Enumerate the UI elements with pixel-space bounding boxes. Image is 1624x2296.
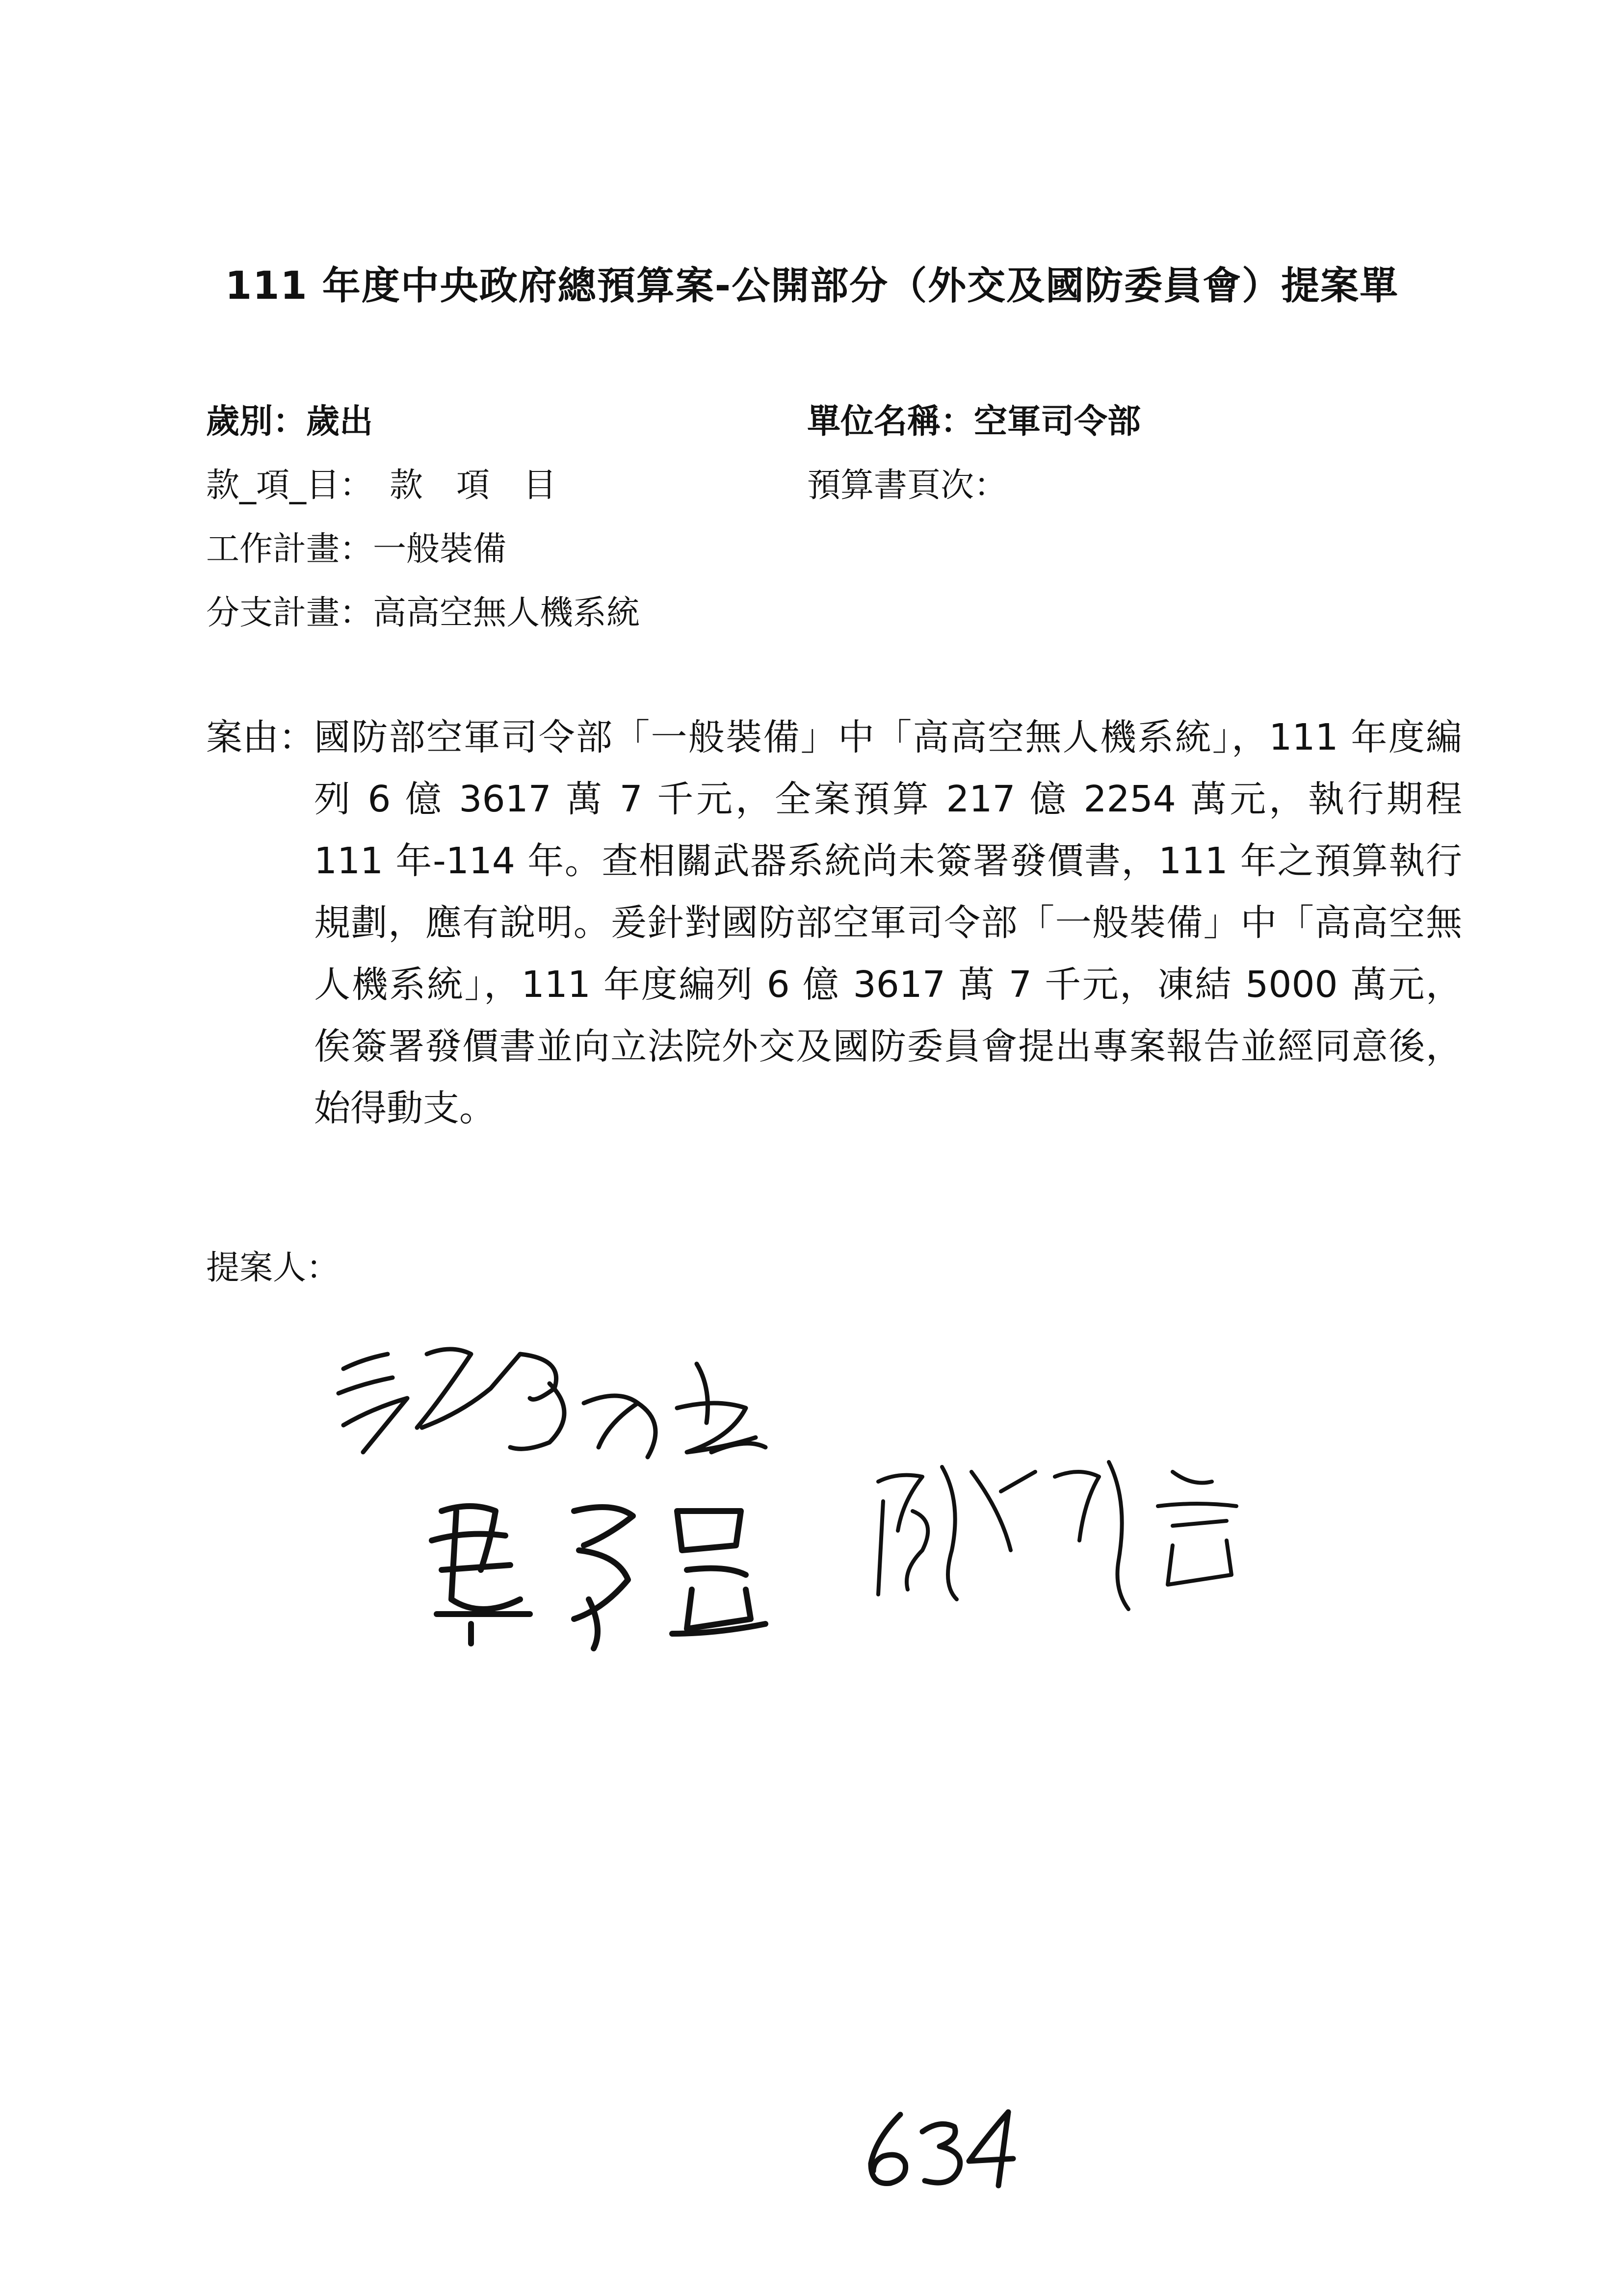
case-text-body: 國防部空軍司令部「一般裝備」中「高高空無人機系統」，111 年度編列 6 億 3617 萬 7 千元，全案預算 217 億 2254 萬元，執行期程 111 年-114 年。查相關武器系統尚未簽署發價書，111 年之預算執行規劃，應有說明。爰針對國防部空軍司令部「一般裝備」中「高高空無人機系統」，111 年度編列 6 億 3617 萬 7 千元，凍結 5000 萬元，俟簽署發價書並向立法院外交及國防委員會提出專案報告並經同意後，始得動支。 [314,716,1462,1129]
signature-2 [432,1506,765,1648]
item-field: 款_項_目： 款 項 目 [206,466,557,505]
case-section [206,706,1462,1139]
budget-type-field: 歲別：歲出 [206,402,373,441]
unit-name-field: 單位名稱：空軍司令部 [807,402,1141,441]
handwritten-page-number [861,2105,1023,2193]
proposer-label: 提案人： [206,1249,340,1287]
work-plan-field: 工作計畫：一般裝備 [206,530,507,569]
case-text [206,706,1462,1139]
document-title: 111 年度中央政府總預算案-公開部分（外交及國防委員會）提案單 [225,264,1399,308]
case-label: 案由： [206,716,315,758]
page-reference-field: 預算書頁次： [807,466,1008,505]
signature-3 [878,1462,1236,1609]
sub-plan-field: 分支計畫：高高空無人機系統 [206,594,640,632]
signature-1 [339,1349,765,1457]
